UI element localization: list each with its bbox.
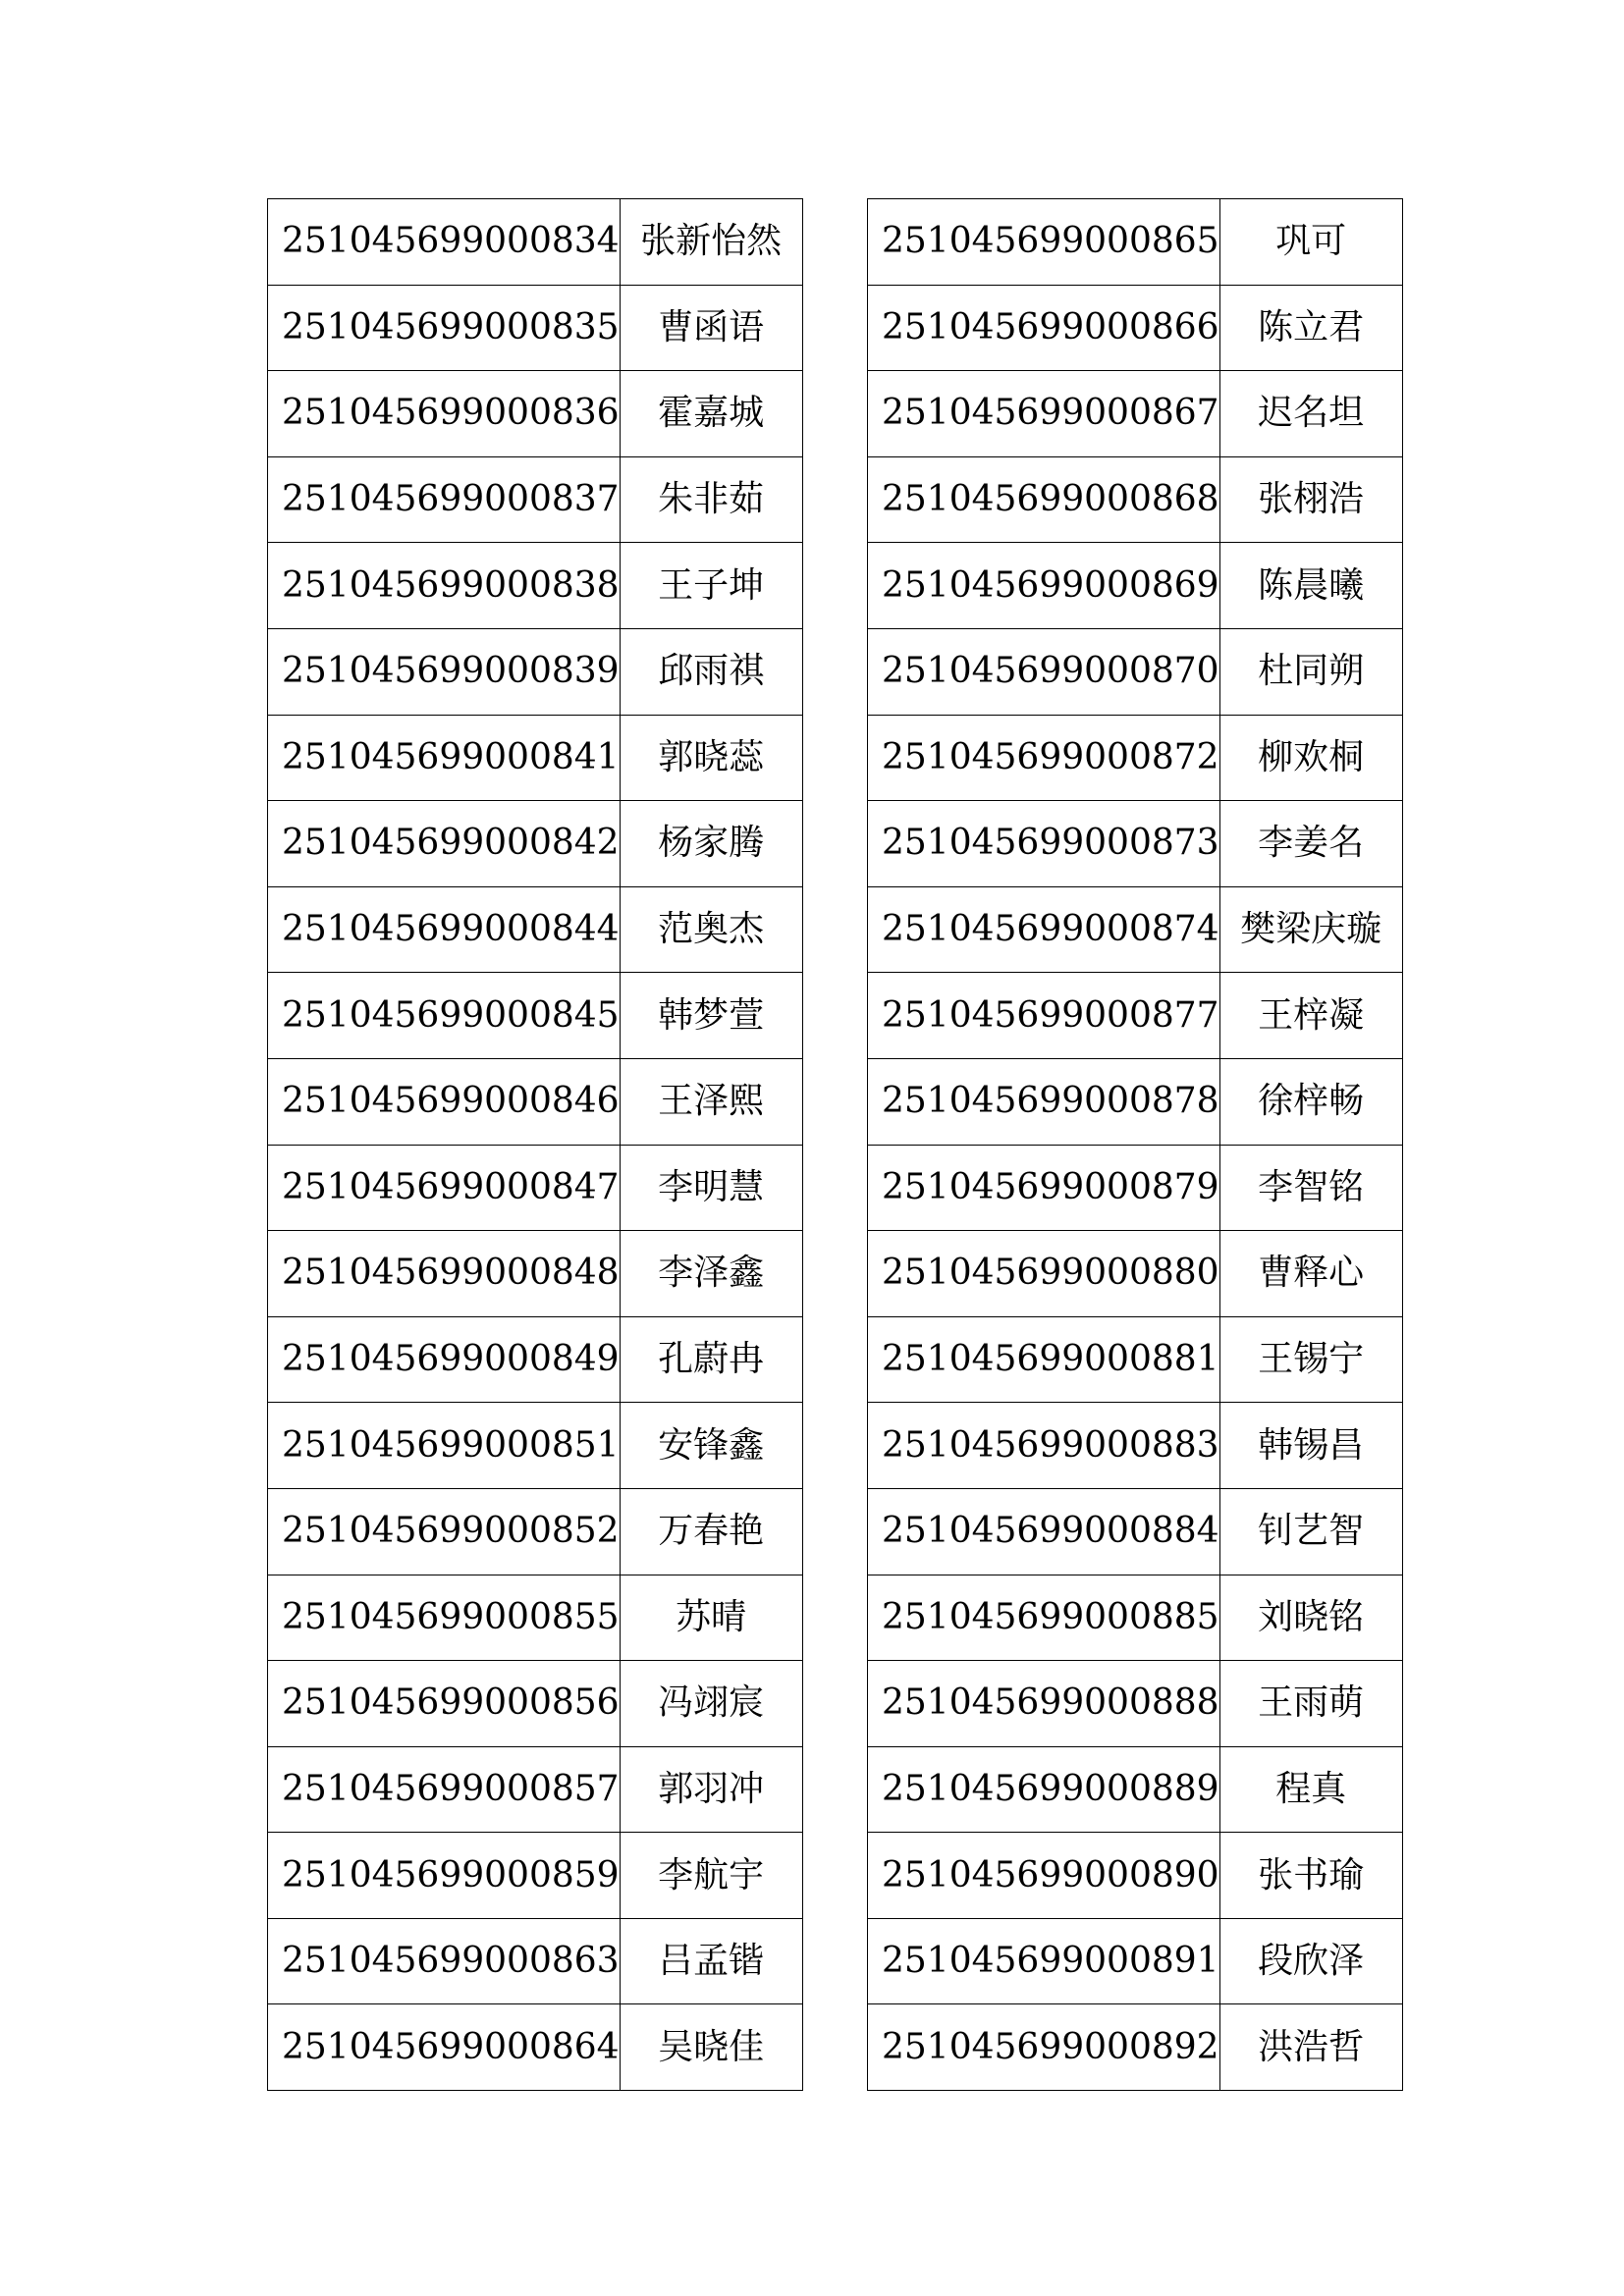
candidate-name-cell: 柳欢桐: [1219, 715, 1402, 801]
candidate-id-cell: 251045699000873: [868, 801, 1220, 887]
candidate-id-cell: 251045699000852: [268, 1488, 621, 1575]
candidate-name-cell: 杜同朔: [1219, 628, 1402, 715]
candidate-name-cell: 陈晨曦: [1219, 543, 1402, 629]
table-row: [868, 628, 1403, 715]
candidate-name-cell: 王泽熙: [620, 1058, 802, 1145]
table-row: [868, 1746, 1403, 1833]
candidate-id-cell: 251045699000888: [868, 1661, 1220, 1747]
candidate-id-cell: 251045699000863: [268, 1918, 621, 2004]
candidate-name-cell: 韩锡昌: [1219, 1403, 1402, 1489]
candidate-id-cell: 251045699000864: [268, 2004, 621, 2091]
table-row: [268, 1231, 803, 1317]
candidate-name-cell: 吴晓佳: [620, 2004, 802, 2091]
candidate-id-cell: 251045699000846: [268, 1058, 621, 1145]
table-row: [268, 1488, 803, 1575]
table-row: [868, 1918, 1403, 2004]
table-row: [268, 1833, 803, 1919]
candidate-id-cell: 251045699000849: [268, 1316, 621, 1403]
candidate-name-cell: 王锡宁: [1219, 1316, 1402, 1403]
roster-table-right: [867, 198, 1403, 2091]
candidate-id-cell: 251045699000869: [868, 543, 1220, 629]
candidate-name-cell: 王子坤: [620, 543, 802, 629]
candidate-name-cell: 苏晴: [620, 1575, 802, 1661]
table-row: [868, 285, 1403, 371]
candidate-id-cell: 251045699000836: [268, 371, 621, 457]
candidate-id-cell: 251045699000872: [868, 715, 1220, 801]
candidate-id-cell: 251045699000856: [268, 1661, 621, 1747]
candidate-name-cell: 徐梓畅: [1219, 1058, 1402, 1145]
candidate-id-cell: 251045699000866: [868, 285, 1220, 371]
candidate-name-cell: 李航宇: [620, 1833, 802, 1919]
table-row: [868, 1316, 1403, 1403]
candidate-name-cell: 张书瑜: [1219, 1833, 1402, 1919]
candidate-name-cell: 李明慧: [620, 1145, 802, 1231]
candidate-name-cell: 洪浩哲: [1219, 2004, 1402, 2091]
table-row: [868, 973, 1403, 1059]
candidate-name-cell: 安锋鑫: [620, 1403, 802, 1489]
candidate-name-cell: 孔蔚冉: [620, 1316, 802, 1403]
candidate-id-cell: 251045699000879: [868, 1145, 1220, 1231]
candidate-name-cell: 陈立君: [1219, 285, 1402, 371]
candidate-name-cell: 巩可: [1219, 199, 1402, 286]
candidate-id-cell: 251045699000844: [268, 886, 621, 973]
candidate-id-cell: 251045699000880: [868, 1231, 1220, 1317]
candidate-name-cell: 曹函语: [620, 285, 802, 371]
candidate-id-cell: 251045699000857: [268, 1746, 621, 1833]
candidate-name-cell: 段欣泽: [1219, 1918, 1402, 2004]
candidate-id-cell: 251045699000865: [868, 199, 1220, 286]
candidate-id-cell: 251045699000847: [268, 1145, 621, 1231]
candidate-id-cell: 251045699000883: [868, 1403, 1220, 1489]
candidate-name-cell: 郭晓蕊: [620, 715, 802, 801]
table-row: [868, 1575, 1403, 1661]
candidate-name-cell: 李姜名: [1219, 801, 1402, 887]
candidate-name-cell: 程真: [1219, 1746, 1402, 1833]
table-row: [868, 1488, 1403, 1575]
table-row: [868, 543, 1403, 629]
table-row: [268, 1316, 803, 1403]
candidate-id-cell: 251045699000868: [868, 456, 1220, 543]
candidate-id-cell: 251045699000851: [268, 1403, 621, 1489]
candidate-name-cell: 李泽鑫: [620, 1231, 802, 1317]
table-row: [268, 973, 803, 1059]
candidate-name-cell: 王雨萌: [1219, 1661, 1402, 1747]
table-row: [868, 1661, 1403, 1747]
candidate-id-cell: 251045699000848: [268, 1231, 621, 1317]
candidate-id-cell: 251045699000892: [868, 2004, 1220, 2091]
candidate-id-cell: 251045699000870: [868, 628, 1220, 715]
candidate-name-cell: 郭羽冲: [620, 1746, 802, 1833]
table-row: [268, 543, 803, 629]
table-row: [268, 1746, 803, 1833]
table-row: [268, 1661, 803, 1747]
candidate-name-cell: 张新怡然: [620, 199, 802, 286]
candidate-id-cell: 251045699000867: [868, 371, 1220, 457]
table-row: [868, 801, 1403, 887]
roster-table-left: [267, 198, 803, 2091]
table-row: [268, 1403, 803, 1489]
candidate-id-cell: 251045699000841: [268, 715, 621, 801]
candidate-name-cell: 张栩浩: [1219, 456, 1402, 543]
candidate-id-cell: 251045699000891: [868, 1918, 1220, 2004]
candidate-id-cell: 251045699000884: [868, 1488, 1220, 1575]
table-row: [868, 715, 1403, 801]
candidate-name-cell: 曹释心: [1219, 1231, 1402, 1317]
candidate-name-cell: 杨家腾: [620, 801, 802, 887]
candidate-name-cell: 韩梦萱: [620, 973, 802, 1059]
roster-table-right-body: [868, 199, 1403, 2091]
table-row: [268, 371, 803, 457]
table-row: [868, 1058, 1403, 1145]
table-row: [868, 1833, 1403, 1919]
table-row: [268, 199, 803, 286]
candidate-id-cell: 251045699000877: [868, 973, 1220, 1059]
candidate-id-cell: 251045699000839: [268, 628, 621, 715]
table-row: [268, 285, 803, 371]
candidate-id-cell: 251045699000835: [268, 285, 621, 371]
candidate-id-cell: 251045699000838: [268, 543, 621, 629]
candidate-name-cell: 李智铭: [1219, 1145, 1402, 1231]
table-row: [868, 371, 1403, 457]
table-row: [268, 1575, 803, 1661]
candidate-name-cell: 吕孟锴: [620, 1918, 802, 2004]
candidate-name-cell: 钊艺智: [1219, 1488, 1402, 1575]
candidate-id-cell: 251045699000890: [868, 1833, 1220, 1919]
candidate-name-cell: 迟名坦: [1219, 371, 1402, 457]
table-row: [868, 1231, 1403, 1317]
table-row: [868, 456, 1403, 543]
table-row: [268, 886, 803, 973]
candidate-id-cell: 251045699000842: [268, 801, 621, 887]
candidate-name-cell: 邱雨祺: [620, 628, 802, 715]
candidate-name-cell: 刘晓铭: [1219, 1575, 1402, 1661]
candidate-id-cell: 251045699000889: [868, 1746, 1220, 1833]
candidate-id-cell: 251045699000881: [868, 1316, 1220, 1403]
table-row: [268, 456, 803, 543]
table-row: [868, 199, 1403, 286]
table-row: [268, 628, 803, 715]
table-row: [268, 715, 803, 801]
candidate-name-cell: 霍嘉城: [620, 371, 802, 457]
roster-table-left-body: [268, 199, 803, 2091]
table-row: [268, 801, 803, 887]
candidate-id-cell: 251045699000834: [268, 199, 621, 286]
candidate-name-cell: 万春艳: [620, 1488, 802, 1575]
candidate-name-cell: 樊梁庆璇: [1219, 886, 1402, 973]
table-row: [868, 886, 1403, 973]
candidate-id-cell: 251045699000837: [268, 456, 621, 543]
candidate-id-cell: 251045699000855: [268, 1575, 621, 1661]
candidate-name-cell: 王梓凝: [1219, 973, 1402, 1059]
candidate-id-cell: 251045699000845: [268, 973, 621, 1059]
candidate-id-cell: 251045699000878: [868, 1058, 1220, 1145]
table-row: [268, 2004, 803, 2091]
candidate-name-cell: 冯翊宸: [620, 1661, 802, 1747]
table-row: [268, 1058, 803, 1145]
candidate-name-cell: 朱非茹: [620, 456, 802, 543]
table-row: [268, 1918, 803, 2004]
table-row: [868, 1403, 1403, 1489]
candidate-name-cell: 范奥杰: [620, 886, 802, 973]
table-row: [868, 2004, 1403, 2091]
candidate-id-cell: 251045699000874: [868, 886, 1220, 973]
candidate-id-cell: 251045699000885: [868, 1575, 1220, 1661]
table-row: [868, 1145, 1403, 1231]
candidate-id-cell: 251045699000859: [268, 1833, 621, 1919]
table-row: [268, 1145, 803, 1231]
